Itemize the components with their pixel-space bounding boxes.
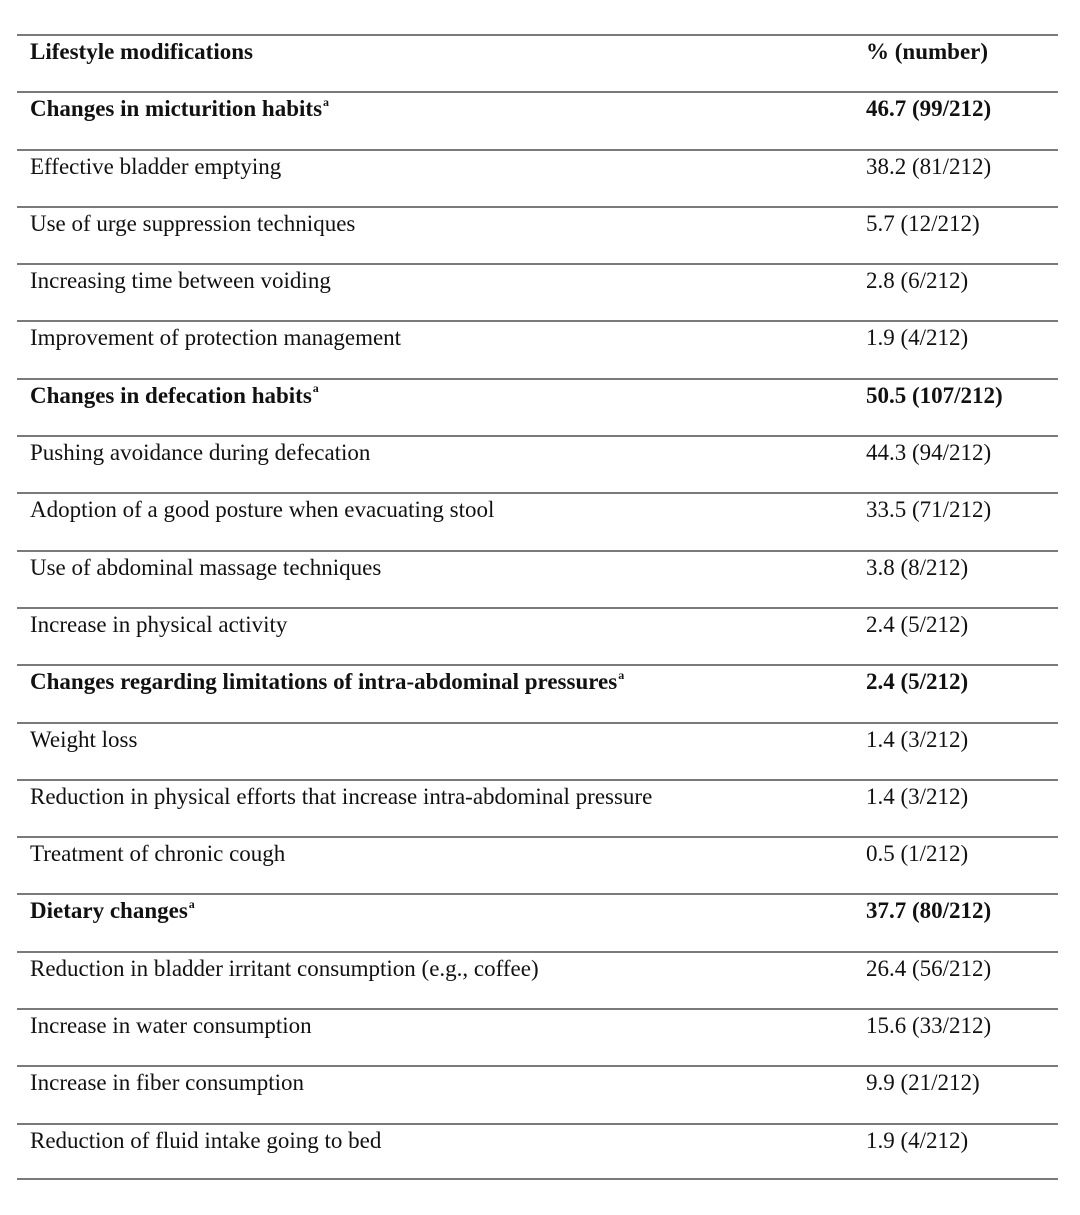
row-label-text: Adoption of a good posture when evacuating stool [30, 497, 495, 523]
row-value: 2.8 (6/212) [866, 268, 969, 294]
table-row [17, 320, 1058, 377]
row-value: 1.9 (4/212) [866, 1127, 969, 1153]
section-value: 50.5 (107/212) [866, 382, 1003, 408]
row-label-text: Increasing time between voiding [30, 268, 331, 294]
row-label [30, 1127, 381, 1155]
row-label [30, 439, 370, 467]
row-label-text: Increase in physical activity [30, 611, 288, 637]
row-label [30, 153, 281, 181]
table-section-row [17, 664, 1058, 721]
row-label [30, 496, 494, 524]
row-label [30, 267, 331, 295]
footnote-marker: a [323, 94, 330, 109]
row-label-text: Effective bladder emptying [30, 153, 282, 179]
section-label [30, 668, 624, 696]
row-value: 5.7 (12/212) [866, 210, 980, 236]
row-label-text: Treatment of chronic cough [30, 841, 286, 867]
row-label [30, 1069, 304, 1097]
table-row [17, 492, 1058, 549]
footnote-marker: a [618, 667, 625, 682]
table-row [17, 951, 1058, 1008]
section-label [30, 382, 319, 410]
section-value: 46.7 (99/212) [866, 96, 992, 122]
row-label-text: Pushing avoidance during defecation [30, 440, 371, 466]
row-label [30, 554, 381, 582]
table-row [17, 722, 1058, 779]
table-row [17, 607, 1058, 664]
row-value: 44.3 (94/212) [866, 440, 992, 466]
row-label-text: Increase in water consumption [30, 1013, 312, 1039]
row-label [30, 210, 355, 238]
table-row [17, 206, 1058, 263]
row-label [30, 783, 652, 811]
row-label-text: Use of urge suppression techniques [30, 210, 356, 236]
row-label-text: Changes in micturition habits [30, 96, 323, 122]
row-label-text: Improvement of protection management [30, 325, 402, 351]
row-value: 0.5 (1/212) [866, 841, 969, 867]
table-row [17, 435, 1058, 492]
lifestyle-modifications-table [17, 34, 1058, 1180]
row-label-text: Weight loss [30, 726, 138, 752]
row-value: 1.9 (4/212) [866, 325, 969, 351]
row-value: 9.9 (21/212) [866, 1070, 980, 1096]
row-value: 38.2 (81/212) [866, 153, 992, 179]
table-section-row [17, 91, 1058, 148]
row-label-text: Use of abdominal massage techniques [30, 554, 382, 580]
row-value: 2.4 (5/212) [866, 611, 969, 637]
section-label [30, 897, 195, 925]
row-label [30, 324, 401, 352]
footnote-marker: a [188, 896, 195, 911]
row-value: 15.6 (33/212) [866, 1013, 992, 1039]
row-value: 1.4 (3/212) [866, 783, 969, 809]
row-label [30, 1012, 312, 1040]
row-label-text: Dietary changes [30, 898, 188, 924]
section-value: 37.7 (80/212) [866, 898, 992, 924]
row-label [30, 955, 539, 983]
row-label [30, 611, 287, 639]
header-value: % (number) [866, 39, 989, 64]
table-row [17, 149, 1058, 206]
table-row [17, 1123, 1058, 1180]
row-value: 26.4 (56/212) [866, 955, 992, 981]
footnote-marker: a [312, 381, 319, 396]
table-row [17, 263, 1058, 320]
table-row [17, 550, 1058, 607]
table-row [17, 836, 1058, 893]
row-label-text: Changes regarding limitations of intra-abdominal pressures [30, 669, 618, 695]
row-label-text: Reduction in physical efforts that increase intra-abdominal pressure [30, 783, 653, 809]
row-value: 1.4 (3/212) [866, 726, 969, 752]
row-label-text: Reduction in bladder irritant consumption (e.g., coffee) [30, 955, 539, 981]
row-label-text: Increase in fiber consumption [30, 1070, 304, 1096]
table-body [17, 91, 1058, 1180]
row-label [30, 726, 137, 754]
table-section-row [17, 378, 1058, 435]
table-row [17, 1008, 1058, 1065]
section-label [30, 95, 329, 123]
row-value: 33.5 (71/212) [866, 497, 992, 523]
table-row [17, 1065, 1058, 1122]
table-section-row [17, 893, 1058, 950]
row-label-text: Changes in defecation habits [30, 382, 312, 408]
row-label-text: Reduction of fluid intake going to bed [30, 1127, 382, 1153]
table-row [17, 779, 1058, 836]
header-label: Lifestyle modifications [30, 39, 253, 64]
row-label [30, 840, 285, 868]
table-header-row [17, 34, 1058, 91]
section-value: 2.4 (5/212) [866, 669, 969, 695]
row-value: 3.8 (8/212) [866, 554, 969, 580]
